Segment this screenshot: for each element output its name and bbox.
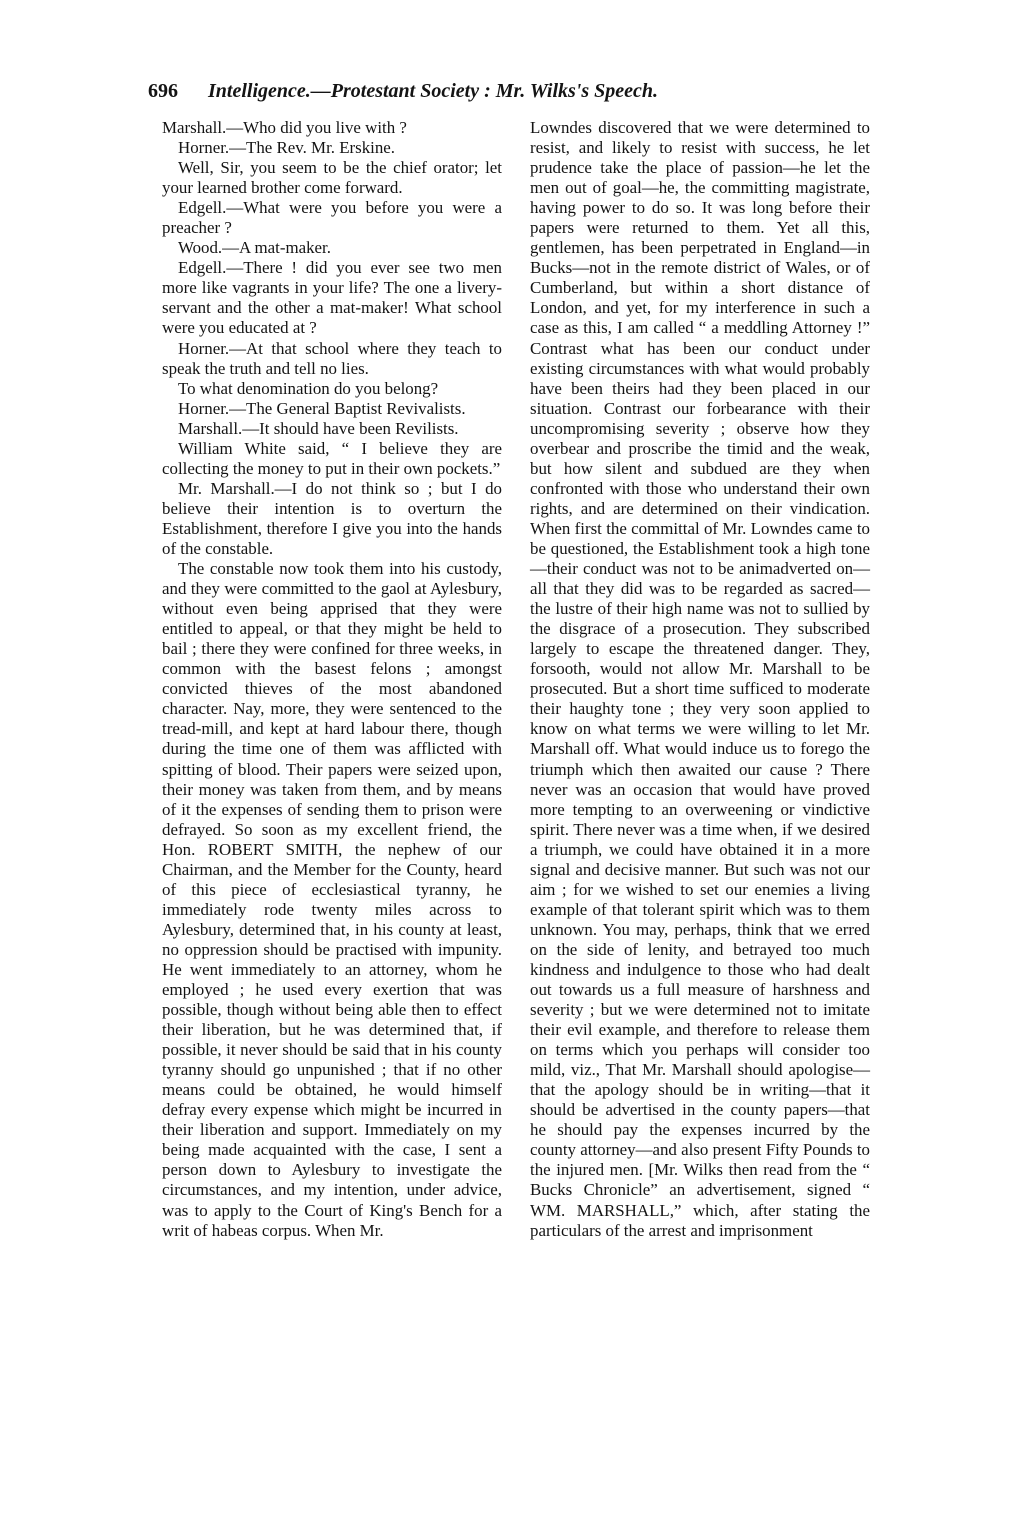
dialogue-line: Edgell.—There ! did you ever see two men more like vagrants in your life? The one a livery-servant and the other a mat-maker! What school were you educated at ?: [162, 258, 502, 338]
dialogue-line: William White said, “ I believe they are collecting the money to put in their own pockets.”: [162, 438, 502, 478]
body-paragraph: The constable now took them into his custody, and they were committed to the gaol at Aylesbury, without even being apprised that they were entitled to appeal, or that they might be held to bail ; there they were confined for three weeks, in common with the basest felons ; amongst convicted thieves of the most abandoned character. Nay, more, they were sentenced to the tread-mill, and kept at hard labour there, though during the time one of them was afflicted with spitting of blood. Their papers were seized upon, their money was taken from them, and by means of it the expenses of sending them to prison were defrayed. So soon as my excellent friend, the Hon. ROBERT SMITH, the nephew of our Chairman, and the Member for the County, heard of this piece of ecclesiastical tyranny, he immediately rode twenty miles across to Aylesbury, determined that, in his county at least, no oppression should be practised with impunity. He went immediately to an attorney, whom he employed ; he used every exertion that was possible, though without being able then to effect their liberation, but he was determined that, if possible, it never should be said that in his county tyranny should go unpunished ; that if no other means could be obtained, he would himself defray every expense which might be incurred in their liberation and support. Immediately on my being made acquainted with the case, I sent a person down to Aylesbury to investigate the circumstances, and my intention, under advice, was to apply to the Court of King's Bench for a writ of habeas corpus. When Mr.: [162, 559, 502, 1240]
dialogue-line: Mr. Marshall.—I do not think so ; but I do believe their intention is to overturn the Establishment, therefore I give you into the hands of the constable.: [162, 478, 502, 558]
body-paragraph: Lowndes discovered that we were determined to resist, and likely to resist with success, he let prudence take the place of passion—he let the men out of goal—he, the committing magistrate, having power to do so. It was long before their papers were returned to them. Yet all this, gentlemen, has been perpetrated in England—in Bucks—not in the remote district of Wales, or of Cumberland, but within a short distance of London, and yet, for my interference in such a case as this, I am called “ a meddling Attorney !” Contrast what has been our conduct under existing circumstances with what would probably have been theirs had they been placed in our situation. Contrast our forbearance with their uncompromising severity ; observe how they overbear and proscribe the timid and the weak, but how silent and subdued are they when confronted with those who understand their own rights, and are determined on their vindication. When first the committal of Mr. Lowndes came to be questioned, the Establishment took a high tone—their conduct was not to be animadverted on—all that they did was to be regarded as sacred—the lustre of their high name was not to sullied by the disgrace of a prosecution. They subscribed largely to escape the threatened danger. They, forsooth, would not allow Mr. Marshall to be prosecuted. But a short time sufficed to moderate their haughty tone ; they very soon applied to know on what terms we were willing to let Mr. Marshall off. What would induce us to forego the triumph which then awaited our cause ? There never was an occasion that would have proved more tempting to an overweening or vindictive spirit. There never was a time when, if we desired a triumph, we could have obtained it in a more signal and decisive manner. But such was not our aim ; for we wished to set our enemies a living example of that tolerant spirit which was to them unknown. You may, perhaps, think that we erred on the side of lenity, and betrayed too much kindness and indulgence to those who had dealt out towards us a full measure of harshness and severity ; but we were determined not to imitate their evil example, and therefore to release them on terms which you perhaps will consider too mild, viz., That Mr. Marshall should apologise—that the apology should be in writing—that it should be advertised in the county papers—that he should pay the expenses incurred by the county attorney—and also present Fifty Pounds to the injured men. [Mr. Wilks then read from the “ Bucks Chronicle” an advertisement, signed “ WM. MARSHALL,” which, after stating the particulars of the arrest and imprisonment: [530, 118, 870, 1240]
dialogue-line: Marshall.—It should have been Revilists.: [178, 418, 459, 438]
dialogue-line: Well, Sir, you seem to be the chief orator; let your learned brother come forward.: [162, 158, 502, 198]
left-column: [162, 118, 502, 1241]
page-header: [148, 80, 868, 110]
dialogue-line: Edgell.—What were you before you were a preacher ?: [162, 198, 502, 238]
dialogue-line: Horner.—The General Baptist Revivalists.: [178, 398, 466, 418]
dialogue-line: Horner.—The Rev. Mr. Erskine.: [178, 138, 396, 158]
page-number: 696: [148, 80, 178, 102]
dialogue-line: Horner.—At that school where they teach to speak the truth and tell no lies.: [162, 338, 502, 378]
running-title: Intelligence.—Protestant Society : Mr. Wilks's Speech.: [208, 80, 658, 102]
right-column: [530, 118, 870, 1241]
dialogue-line: To what denomination do you belong?: [178, 378, 439, 398]
dialogue-line: Marshall.—Who did you live with ?: [162, 118, 407, 137]
dialogue-line: Wood.—A mat-maker.: [178, 238, 331, 258]
